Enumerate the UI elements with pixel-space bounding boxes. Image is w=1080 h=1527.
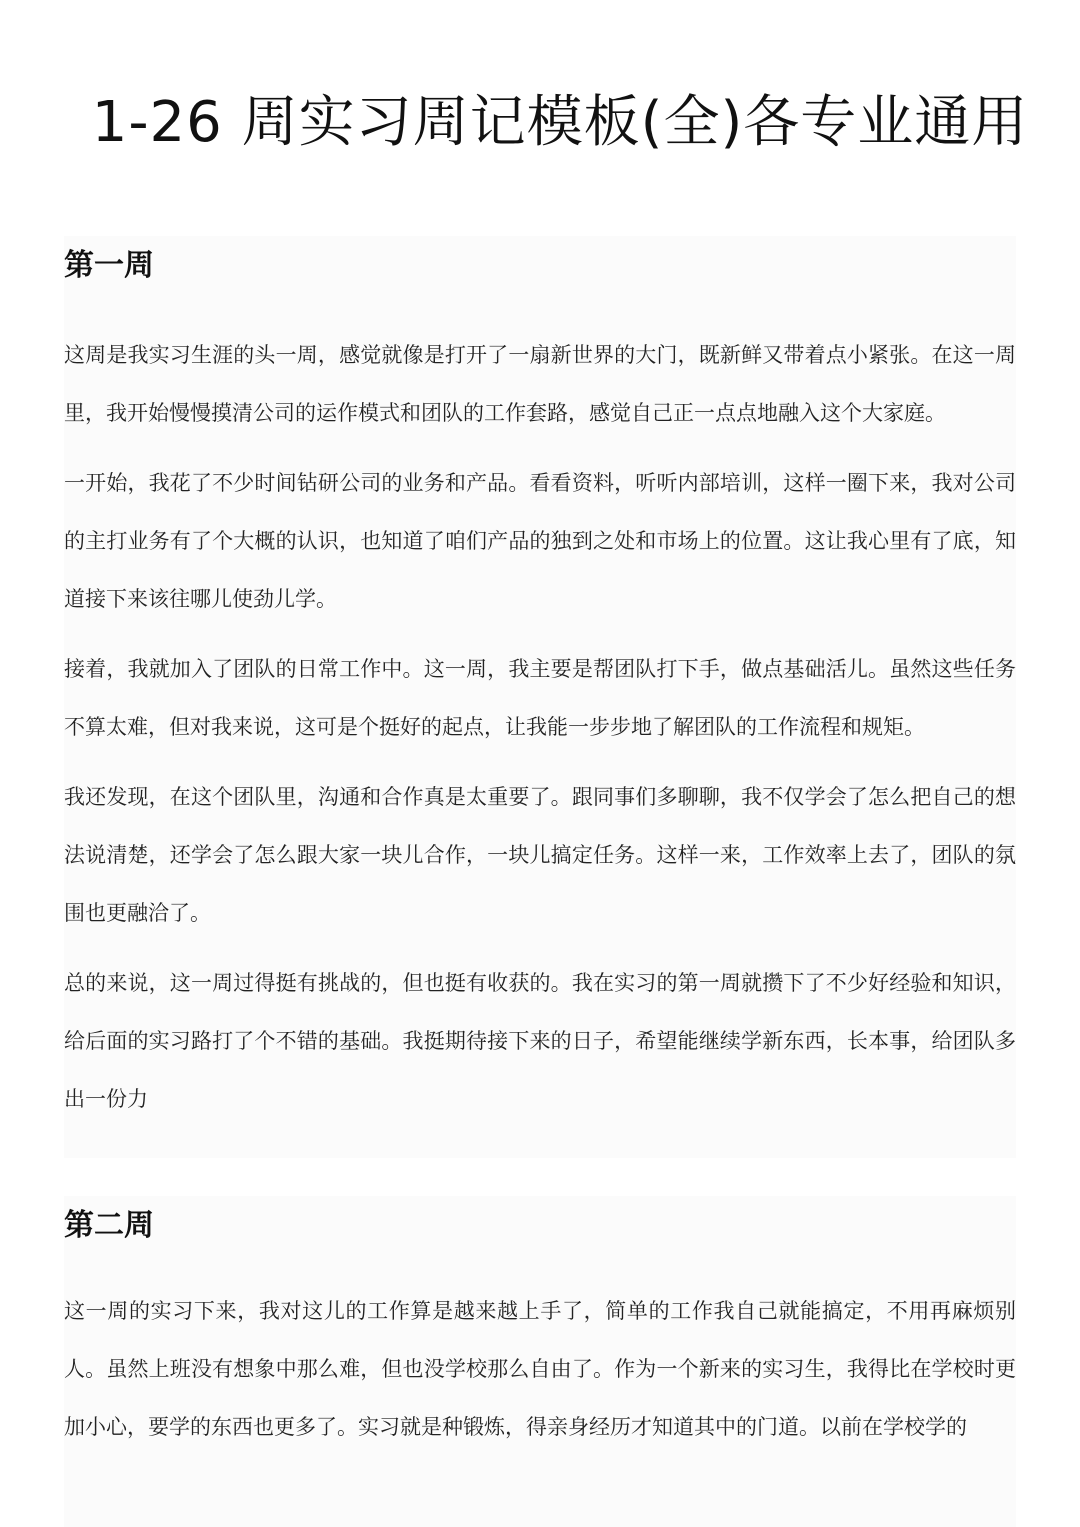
paragraph: 一开始，我花了不少时间钻研公司的业务和产品。看看资料，听听内部培训，这样一圈下来，我对公司的主打业务有了个大概的认识，也知道了咱们产品的独到之处和市场上的位置。这让我心里有了底，知道接下来该往哪儿使劲儿学。 <box>64 471 1016 611</box>
paragraph: 这一周的实习下来，我对这儿的工作算是越来越上手了，简单的工作我自己就能搞定，不用再麻烦别人。虽然上班没有想象中那么难，但也没学校那么自由了。作为一个新来的实习生，我得比在学校时更加小心，要学的东西也更多了。实习就是种锻炼，得亲身经历才知道其中的门道。以前在学校学的 <box>64 1299 1016 1439</box>
week-heading: 第一周 <box>64 248 154 283</box>
week-section-1 <box>64 236 1016 1158</box>
week-section-2 <box>64 1196 1016 1527</box>
paragraph: 我还发现，在这个团队里，沟通和合作真是太重要了。跟同事们多聊聊，我不仅学会了怎么把自己的想法说清楚，还学会了怎么跟大家一块儿合作，一块儿搞定任务。这样一来，工作效率上去了，团队的氛围也更融洽了。 <box>64 785 1016 925</box>
paragraph: 这周是我实习生涯的头一周，感觉就像是打开了一扇新世界的大门，既新鲜又带着点小紧张。在这一周里，我开始慢慢摸清公司的运作模式和团队的工作套路，感觉自己正一点点地融入这个大家庭。 <box>64 343 1016 425</box>
document-title: 1-26 周实习周记模板(全)各专业通用 <box>91 90 1029 155</box>
paragraph: 接着，我就加入了团队的日常工作中。这一周，我主要是帮团队打下手，做点基础活儿。虽然这些任务不算太难，但对我来说，这可是个挺好的起点，让我能一步步地了解团队的工作流程和规矩。 <box>64 657 1016 739</box>
paragraph: 总的来说，这一周过得挺有挑战的，但也挺有收获的。我在实习的第一周就攒下了不少好经验和知识，给后面的实习路打了个不错的基础。我挺期待接下来的日子，希望能继续学新东西，长本事，给团队多出一份力 <box>64 971 1016 1111</box>
week-heading: 第二周 <box>64 1208 154 1243</box>
